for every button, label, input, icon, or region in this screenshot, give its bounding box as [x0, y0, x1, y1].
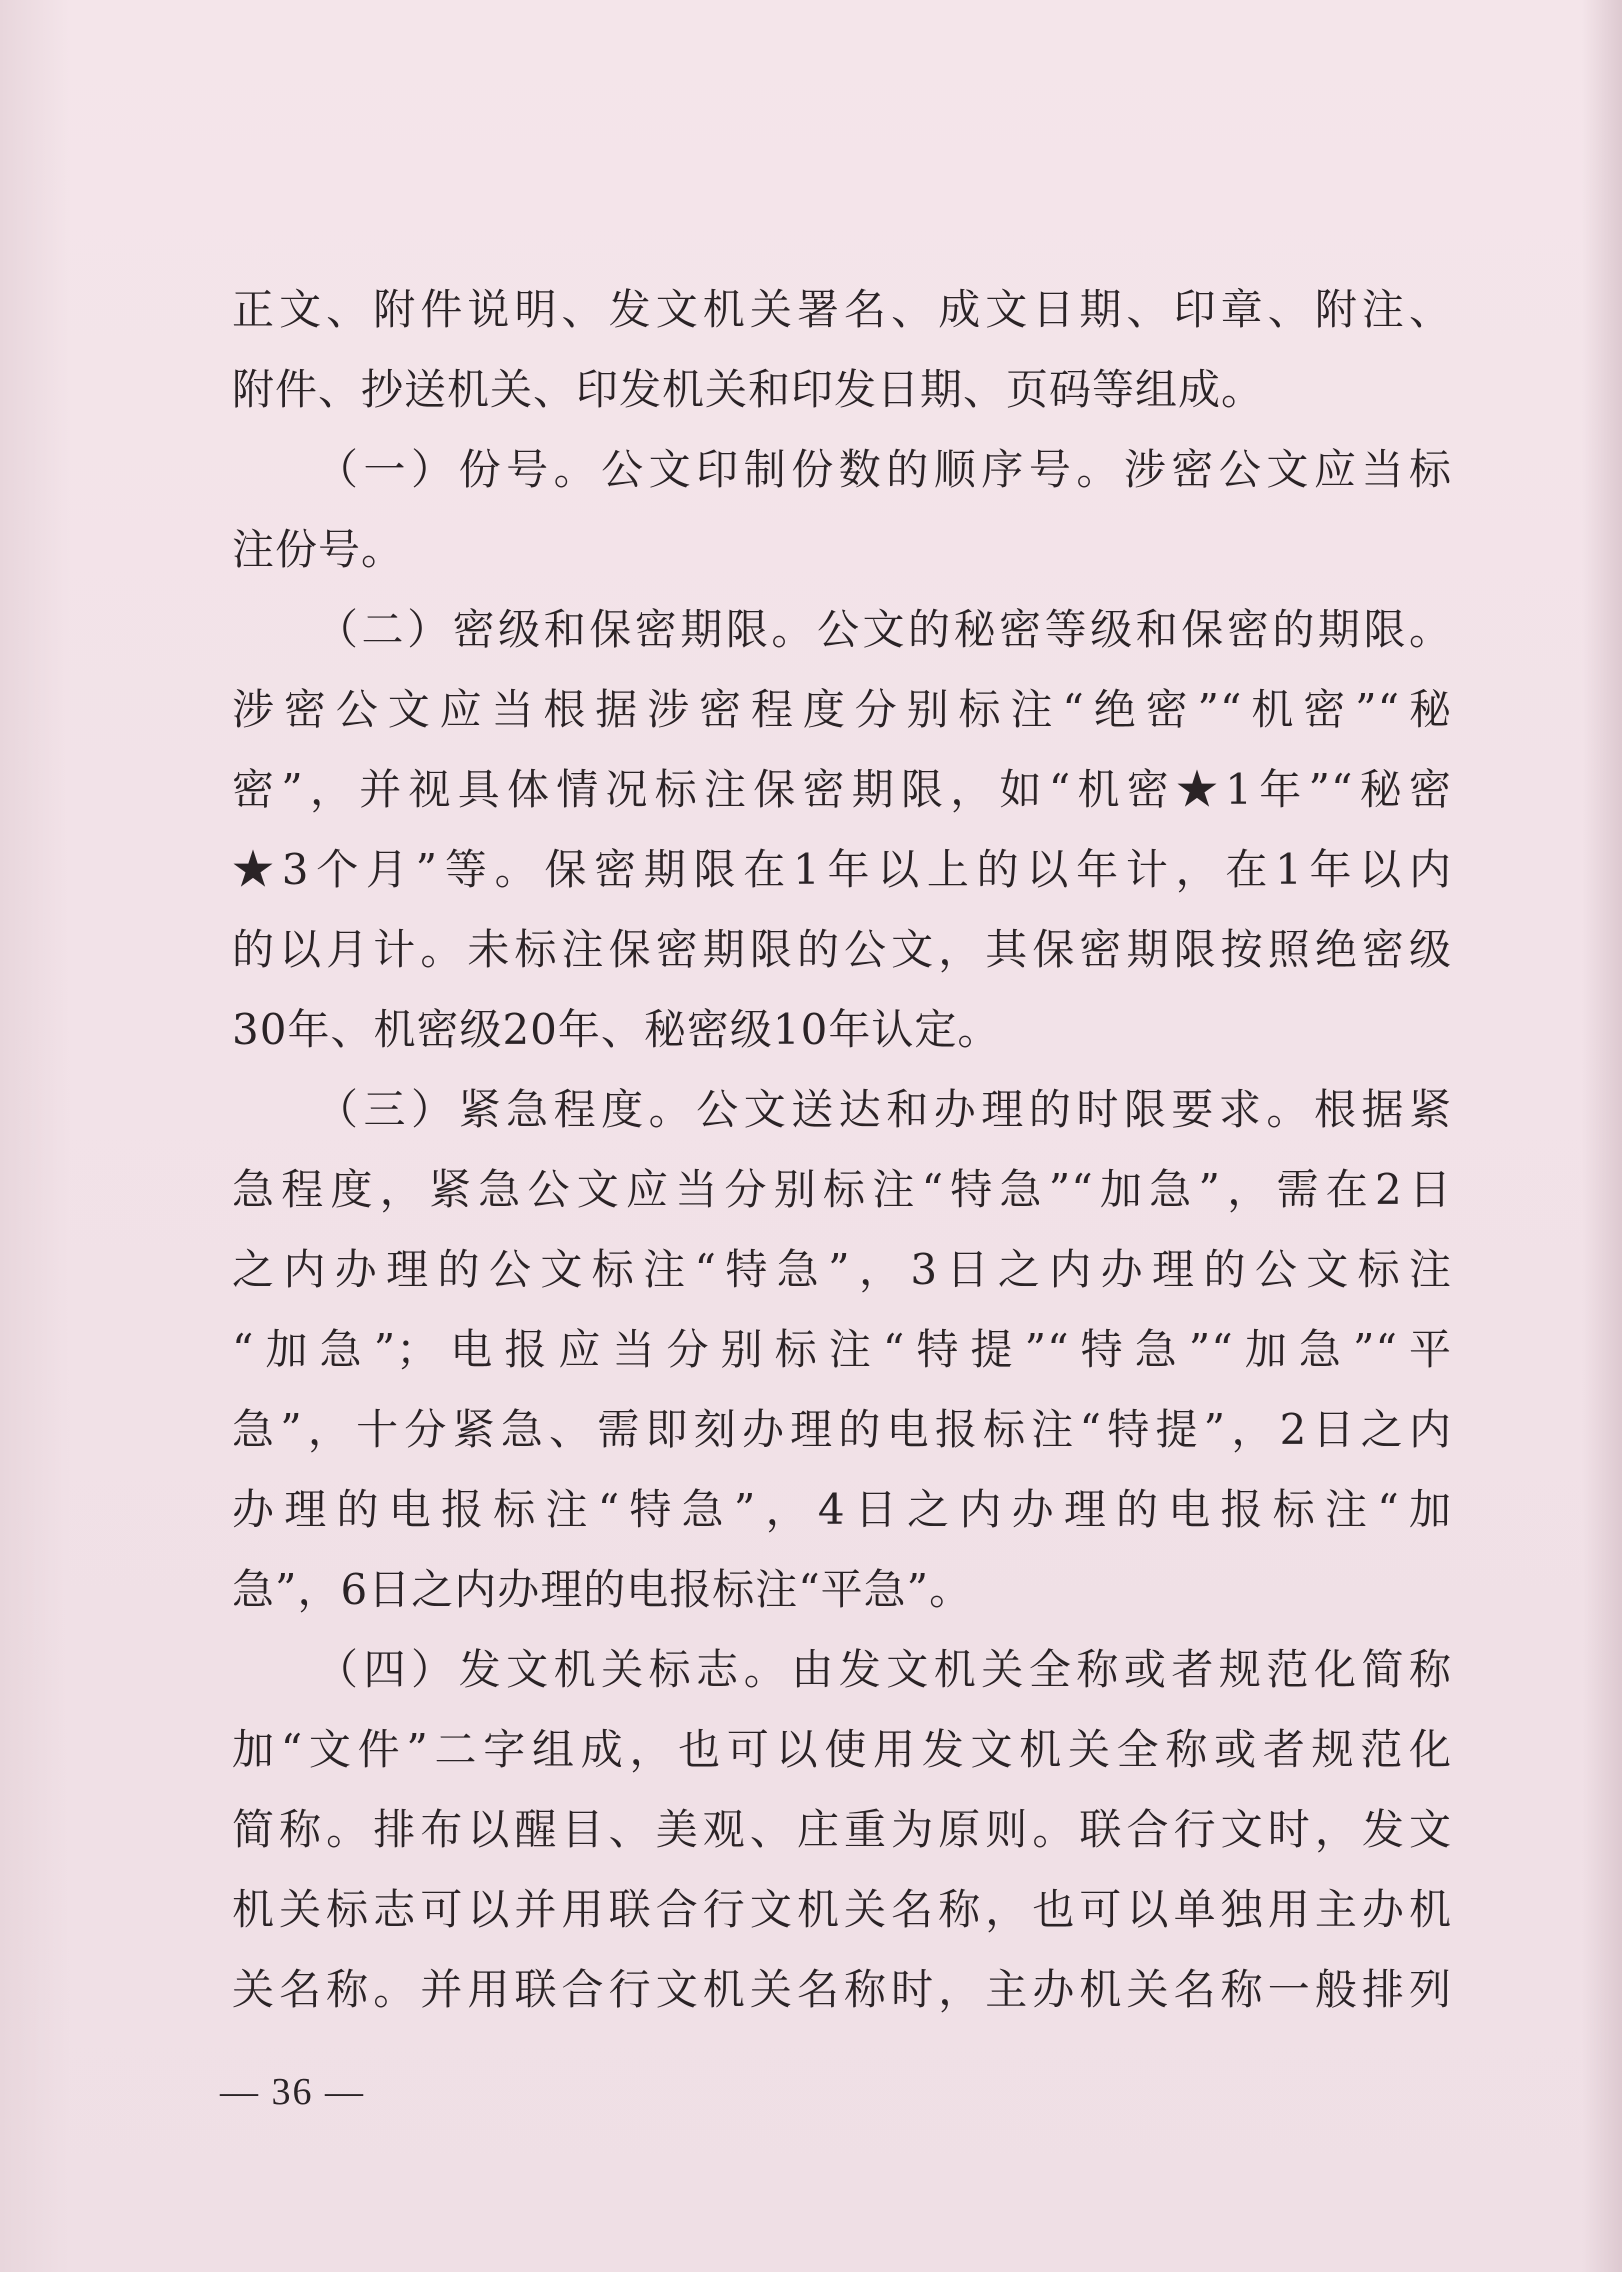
text-line: 机关标志可以并用联合行文机关名称，也可以单独用主办机 [232, 1885, 1452, 1934]
text-line: ★3个月”等。保密期限在1年以上的以年计，在1年以内 [232, 845, 1452, 894]
text-line: 急程度，紧急公文应当分别标注“特急”“加急”，需在2日 [232, 1165, 1452, 1214]
text-line: 正文、附件说明、发文机关署名、成文日期、印章、附注、 [232, 285, 1452, 334]
text-line: “加急”；电报应当分别标注“特提”“特急”“加急”“平 [232, 1325, 1452, 1374]
text-line: 30年、机密级20年、秘密级10年认定。 [232, 1005, 1001, 1054]
page-number: — 36 — [220, 2071, 365, 2113]
text-line: 关名称。并用联合行文机关名称时，主办机关名称一般排列 [232, 1965, 1452, 2014]
text-line: 办理的电报标注“特急”，4日之内办理的电报标注“加 [232, 1485, 1452, 1534]
document-body [232, 270, 1452, 2030]
text-line: 加“文件”二字组成，也可以使用发文机关全称或者规范化 [232, 1725, 1452, 1774]
text-line: 简称。排布以醒目、美观、庄重为原则。联合行文时，发文 [232, 1805, 1452, 1854]
text-line: 之内办理的公文标注“特急”，3日之内办理的公文标注 [232, 1245, 1452, 1294]
text-line: 密”，并视具体情况标注保密期限，如“机密★1年”“秘密 [232, 765, 1452, 814]
text-line: 注份号。 [232, 525, 405, 574]
text-line: 急”，十分紧急、需即刻办理的电报标注“特提”，2日之内 [232, 1405, 1452, 1454]
text-line: 的以月计。未标注保密期限的公文，其保密期限按照绝密级 [232, 925, 1452, 974]
section-heading-line: （二）密级和保密期限。公文的秘密等级和保密的期限。 [316, 605, 1452, 654]
text-line: 涉密公文应当根据涉密程度分别标注“绝密”“机密”“秘 [232, 685, 1452, 734]
text-line: 附件、抄送机关、印发机关和印发日期、页码等组成。 [232, 365, 1265, 414]
section-heading-line: （四）发文机关标志。由发文机关全称或者规范化简称 [316, 1645, 1452, 1694]
section-heading-line: （一）份号。公文印制份数的顺序号。涉密公文应当标 [316, 445, 1452, 494]
section-heading-line: （三）紧急程度。公文送达和办理的时限要求。根据紧 [316, 1085, 1452, 1134]
text-line: 急”，6日之内办理的电报标注“平急”。 [232, 1565, 973, 1614]
